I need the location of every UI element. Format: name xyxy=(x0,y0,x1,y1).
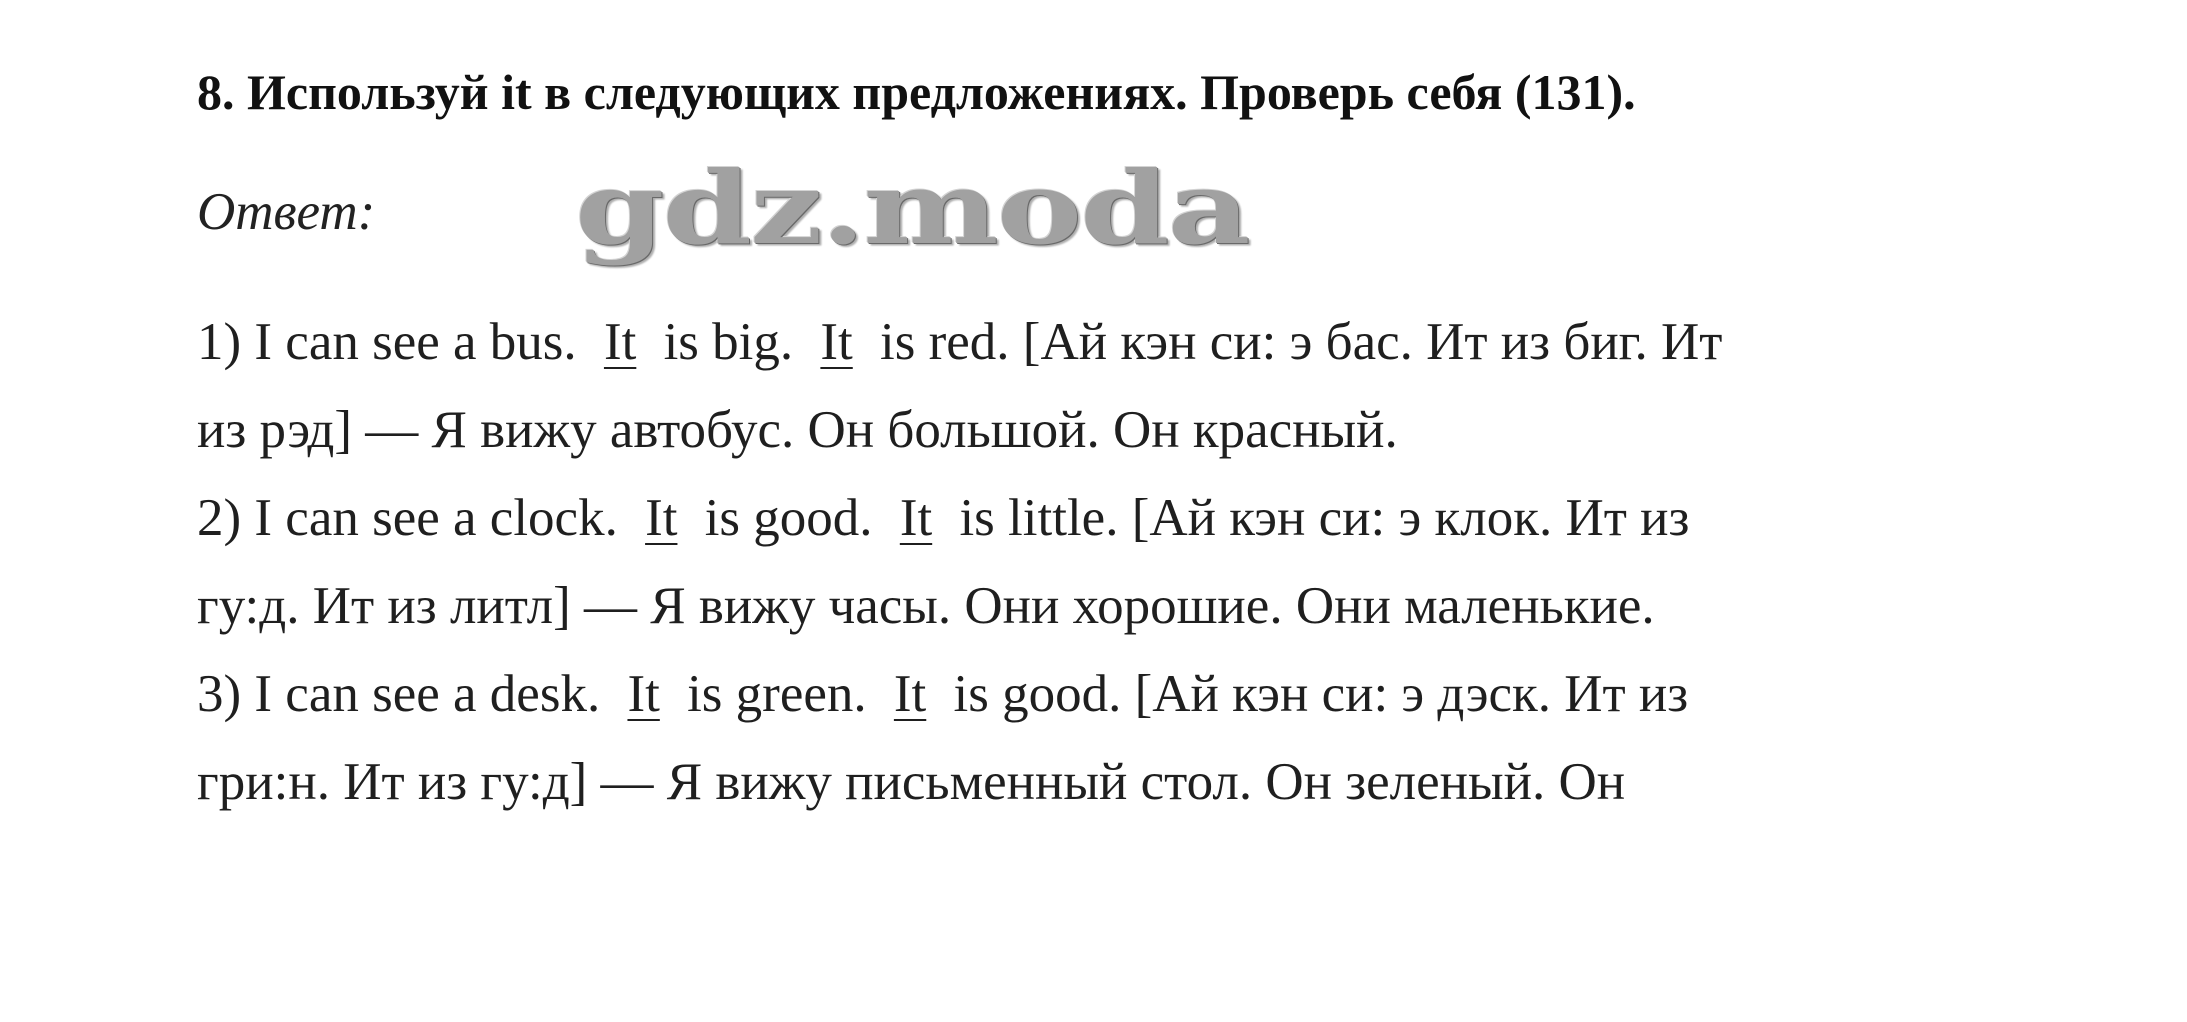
answer-2-sentence-start: I can see a clock. xyxy=(254,489,618,547)
answer-list xyxy=(197,298,1997,826)
answer-2-blank-2: It xyxy=(899,489,933,547)
exercise-heading: 8. Используй it в следующих предложениях. Проверь себя (131). xyxy=(197,64,1636,120)
answer-1-mid: is big. xyxy=(663,313,794,371)
answer-3-mid: is green. xyxy=(687,665,867,723)
answer-label: Ответ: xyxy=(197,183,376,241)
answer-2-number: 2) xyxy=(197,489,242,547)
answer-2-rest: is little. [Ай кэн си: э клок. Ит из xyxy=(959,489,1690,547)
watermark-logo: gdz.moda xyxy=(575,150,1249,268)
answer-2-mid: is good. xyxy=(704,489,873,547)
answer-1-number: 1) xyxy=(197,313,242,371)
answer-1-sentence-start: I can see a bus. xyxy=(254,313,577,371)
answer-1-blank-1: It xyxy=(603,313,637,371)
answer-3-number: 3) xyxy=(197,665,242,723)
answer-1-rest: is red. [Ай кэн си: э бас. Ит из биг. Ит xyxy=(880,313,1723,371)
answer-2-line-2: гу:д. Ит из литл] — Я вижу часы. Они хорошие. Они маленькие. xyxy=(197,577,1655,635)
answer-3-blank-1: It xyxy=(627,665,660,723)
answer-3-line-2: гри:н. Ит из гу:д] — Я вижу письменный стол. Он зеленый. Он xyxy=(197,753,1626,811)
answer-3-rest: is good. [Ай кэн си: э дэск. Ит из xyxy=(953,665,1689,723)
answer-2-line-1 xyxy=(197,474,1997,562)
answer-1-line-2: из рэд] — Я вижу автобус. Он большой. Он красный. xyxy=(197,401,1398,459)
answer-3-blank-2: It xyxy=(893,665,927,723)
answer-3-sentence-start: I can see a desk. xyxy=(254,665,601,723)
answer-3-line-1 xyxy=(197,650,1997,738)
answer-1-line-1 xyxy=(197,298,1997,386)
answer-2-blank-1: It xyxy=(645,489,678,547)
answer-1-blank-2: It xyxy=(820,313,853,371)
